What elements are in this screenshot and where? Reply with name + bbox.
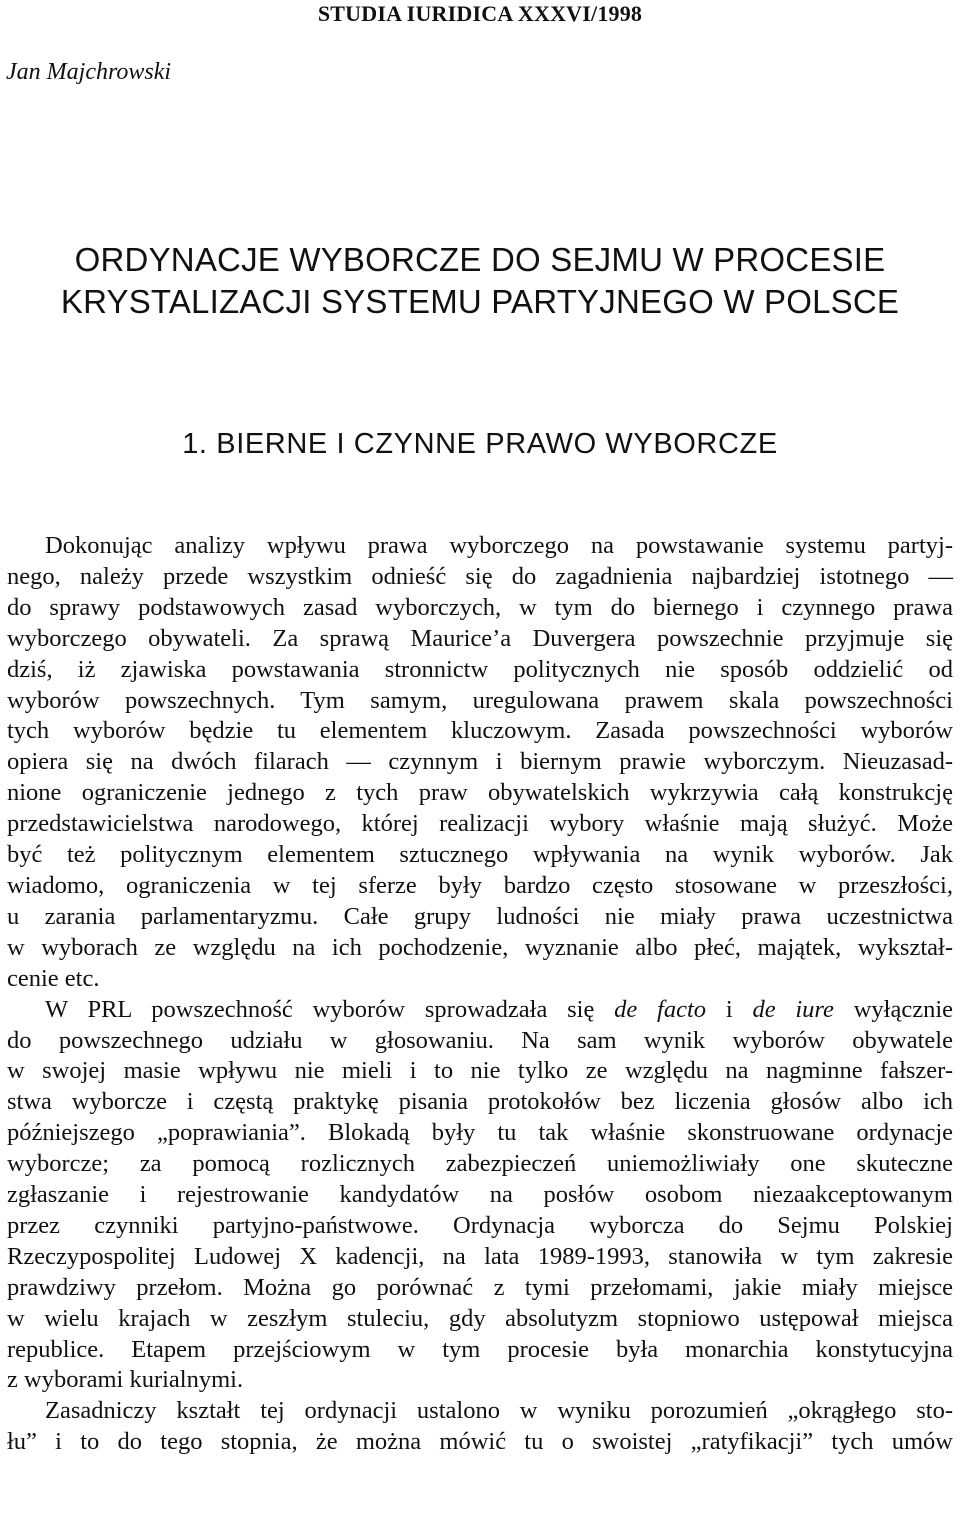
- text-line: z wyborami kurialnymi.: [7, 1366, 244, 1394]
- text-line: opiera się na dwóch filarach — czynnym i biernym prawie wyborczym. Nieuzasad-: [7, 748, 953, 776]
- italic-term: de facto: [614, 995, 707, 1023]
- text-line: tych wyborów będzie tu elementem kluczowym. Zasada powszechności wyborów: [7, 717, 953, 745]
- text-line: Zasadniczy kształt tej ordynacji ustalono w wyniku porozumień „okrągłego sto-: [45, 1397, 953, 1425]
- text-line: łu” i to do tego stopnia, że można mówić tu o swoistej „ratyfikacji” tych umów: [7, 1428, 953, 1456]
- text-run: i: [706, 995, 753, 1023]
- text-line: przez czynniki partyjno-państwowe. Ordynacja wyborcza do Sejmu Polskiej: [7, 1211, 953, 1239]
- text-line: być też politycznym elementem sztucznego wpływania na wynik wyborów. Jak: [7, 841, 953, 869]
- text-line: w wielu krajach w zeszłym stuleciu, gdy absolutyzm stopniowo ustępował miejsca: [7, 1304, 953, 1332]
- text-line: prawdziwy przełom. Można go porównać z tymi przełomami, jakie miały miejsce: [7, 1273, 953, 1301]
- article-title-line: ORDYNACJE WYBORCZE DO SEJMU W PROCESIE: [74, 241, 886, 278]
- text-line: do sprawy podstawowych zasad wyborczych, w tym do biernego i czynnego prawa: [7, 593, 953, 621]
- text-line: przedstawicielstwa narodowego, której realizacji wybory właśnie mają służyć. Może: [7, 810, 953, 838]
- article-title: [0, 239, 960, 323]
- article-title-line: KRYSTALIZACJI SYSTEMU PARTYJNEGO W POLSCE: [60, 283, 900, 320]
- text-line: dziś, iż zjawiska powstawania stronnictw politycznych nie sposób oddzielić od: [7, 655, 953, 683]
- text-line: zgłaszanie i rejestrowanie kandydatów na posłów osobom niezaakceptowanym: [7, 1181, 953, 1209]
- text-line: Rzeczypospolitej Ludowej X kadencji, na lata 1989-1993, stanowiła w tym zakresie: [7, 1242, 953, 1270]
- journal-header: STUDIA IURIDICA XXXVI/1998: [317, 1, 643, 26]
- section-heading: 1. BIERNE I CZYNNE PRAWO WYBORCZE: [182, 428, 778, 460]
- text-line-emphasis: [7, 995, 953, 1026]
- text-line: późniejszego „poprawiania”. Blokadą były tu tak właśnie skonstruowane ordynacje: [7, 1119, 953, 1147]
- text-line: wyborcze; za pomocą rozlicznych zabezpieczeń uniemożliwiały one skuteczne: [7, 1150, 953, 1178]
- italic-term: de iure: [752, 995, 834, 1023]
- text-line: nione ograniczenie jednego z tych praw obywatelskich wykrzywia całą konstrukcję: [7, 779, 953, 807]
- text-run: wyłącznie: [833, 995, 953, 1023]
- text-line: republice. Etapem przejściowym w tym procesie była monarchia konstytucyjna: [7, 1335, 953, 1363]
- text-line: wiadomo, ograniczenia w tej sferze były bardzo często stosowane w przeszłości,: [7, 871, 953, 899]
- text-line: do powszechnego udziału w głosowaniu. Na sam wynik wyborów obywatele: [7, 1026, 953, 1054]
- text-line: wyborczego obywateli. Za sprawą Maurice’a Duvergera powszechnie przyjmuje się: [7, 624, 953, 652]
- text-line: Dokonując analizy wpływu prawa wyborczego na powstawanie systemu partyj-: [45, 532, 953, 559]
- text-run: W PRL powszechność wyborów sprowadzała się: [45, 995, 615, 1023]
- text-line: w swojej masie wpływu nie mieli i to nie tylko ze względu na nagminne fałszer-: [7, 1057, 953, 1085]
- body-text: [7, 531, 953, 1458]
- text-line: cenie etc.: [7, 964, 100, 992]
- text-line: wyborów powszechnych. Tym samym, uregulowana prawem skala powszechności: [7, 686, 953, 714]
- text-line: w wyborach ze względu na ich pochodzenie, wyznanie albo płeć, majątek, wykształ-: [7, 933, 953, 961]
- text-line: stwa wyborcze i częstą praktykę pisania protokołów bez liczenia głosów albo ich: [7, 1088, 953, 1116]
- text-line: nego, należy przede wszystkim odnieść się do zagadnienia najbardziej istotnego —: [7, 562, 953, 590]
- text-line: u zarania parlamentaryzmu. Całe grupy ludności nie miały prawa uczestnictwa: [7, 902, 953, 930]
- author-name: Jan Majchrowski: [6, 59, 172, 85]
